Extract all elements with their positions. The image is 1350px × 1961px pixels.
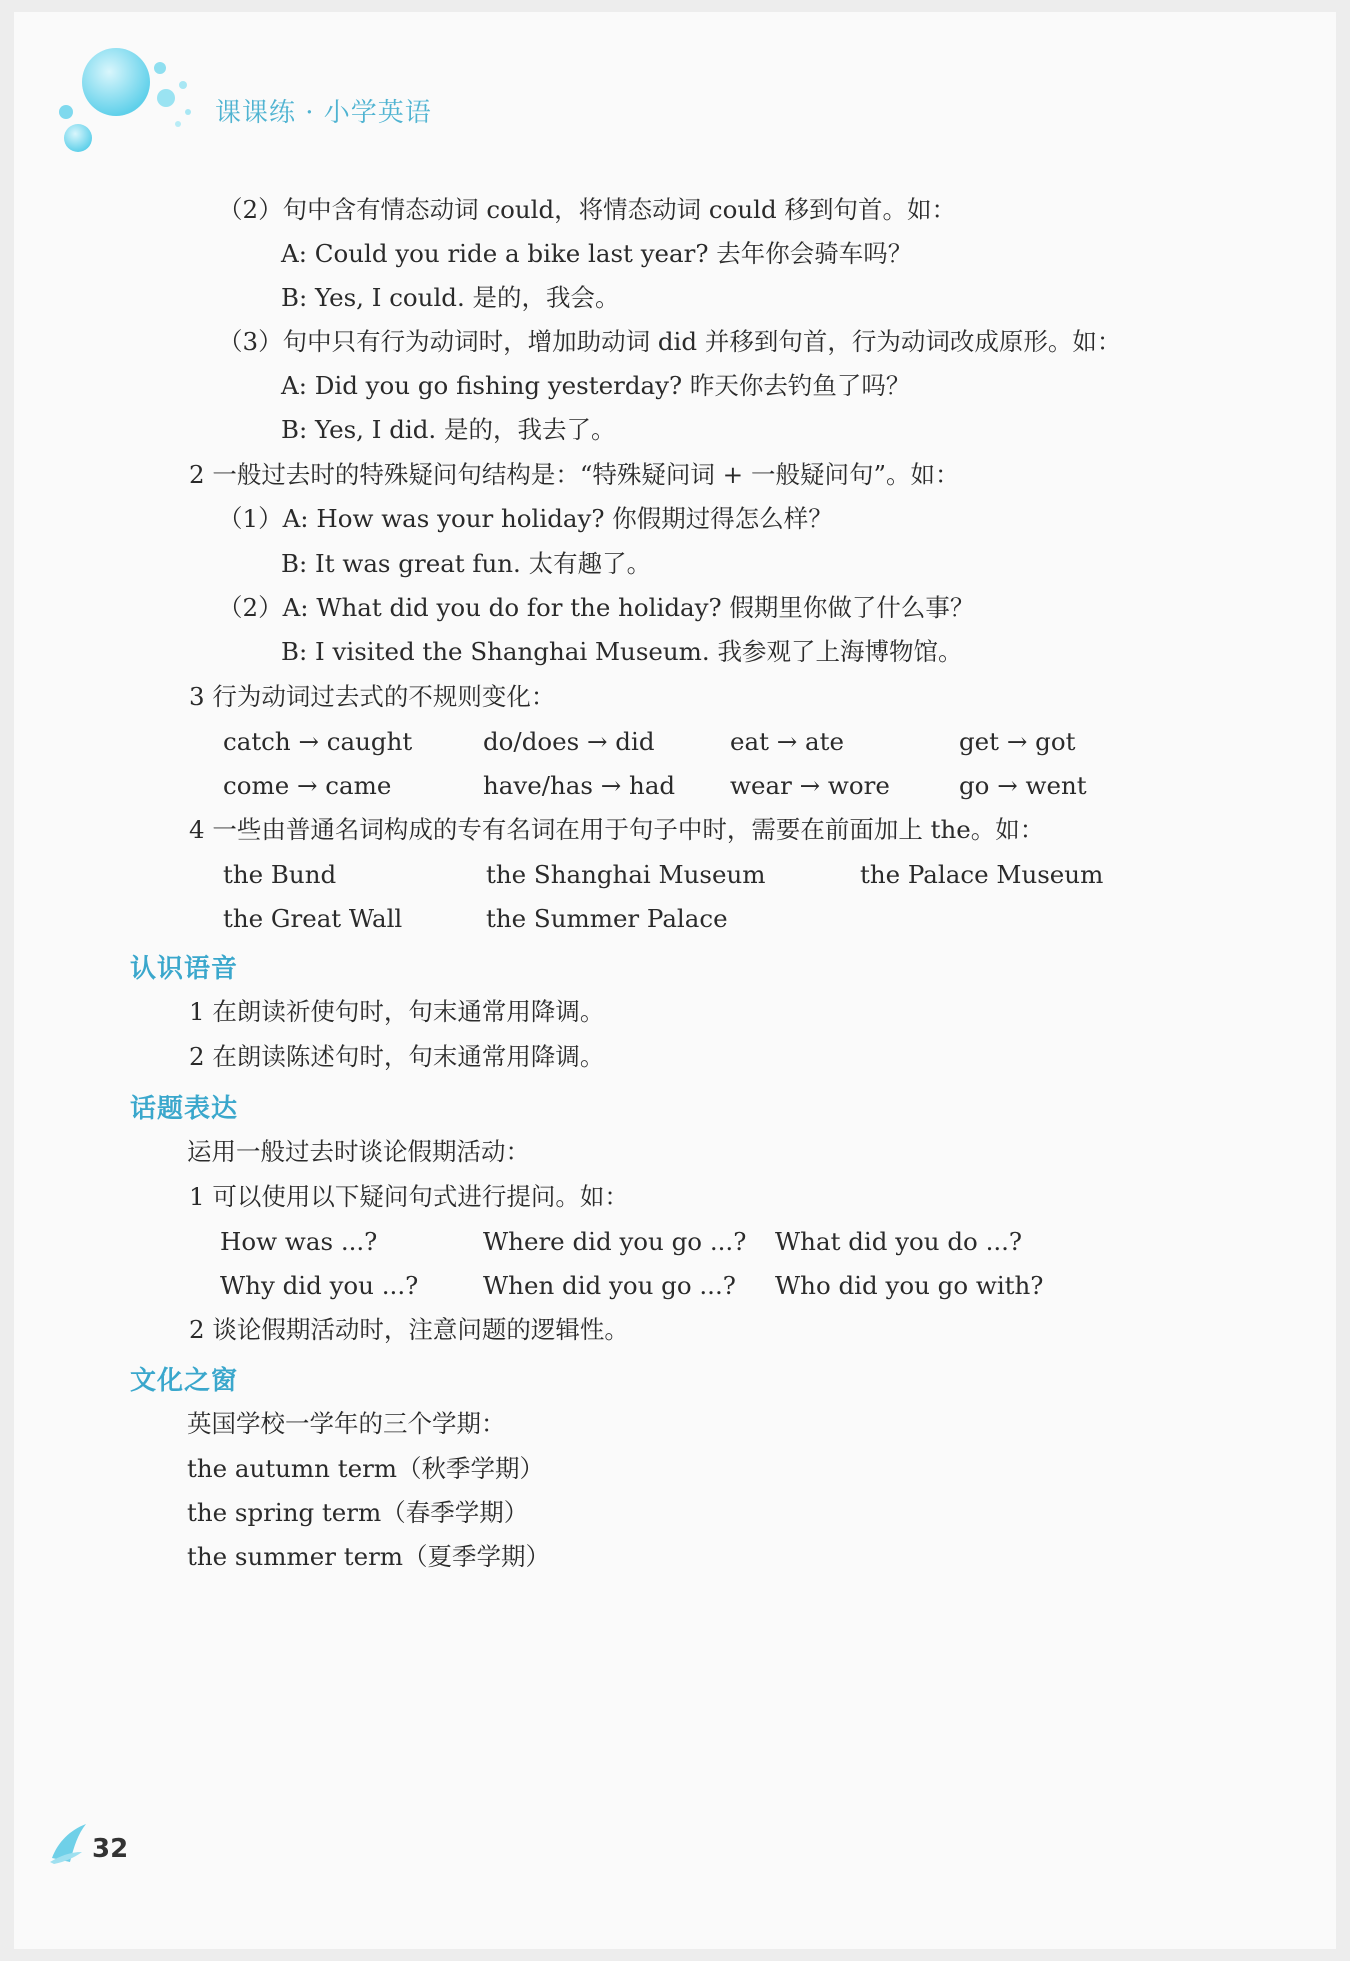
page-number: 32 <box>92 1834 129 1864</box>
place-cell: the Bund <box>223 860 337 889</box>
place-cell: the Great Wall <box>223 904 403 933</box>
grammar-line: （3）句中只有行为动词时，增加助动词 did 并移到句首，行为动词改成原形。如： <box>218 327 1122 356</box>
topic-line: 1 可以使用以下疑问句式进行提问。如： <box>189 1182 629 1211</box>
topic-line: 2 谈论假期活动时，注意问题的逻辑性。 <box>189 1315 629 1344</box>
culture-term: the spring term（春季学期） <box>187 1498 529 1527</box>
grammar-line: （2）句中含有情态动词 could，将情态动词 could 移到句首。如： <box>218 195 956 224</box>
culture-term: the summer term（夏季学期） <box>187 1542 551 1571</box>
place-cell: the Summer Palace <box>486 904 728 933</box>
verb-cell: do/does → did <box>483 727 655 756</box>
grammar-line: 2 一般过去时的特殊疑问句结构是：“特殊疑问词 + 一般疑问句”。如： <box>189 460 960 489</box>
verb-cell: come → came <box>223 771 392 800</box>
topic-line: 运用一般过去时谈论假期活动： <box>187 1137 530 1166</box>
grammar-line: A: Could you ride a bike last year? 去年你会骑车吗？ <box>281 239 913 268</box>
verb-cell: eat → ate <box>730 727 845 756</box>
grammar-line: 3 行为动词过去式的不规则变化： <box>189 682 556 711</box>
question-cell: Where did you go ...? <box>483 1227 747 1256</box>
grammar-line: B: It was great fun. 太有趣了。 <box>281 549 652 578</box>
grammar-line: B: Yes, I could. 是的，我会。 <box>281 283 620 312</box>
grammar-line: A: Did you go fishing yesterday? 昨天你去钓鱼了吗？ <box>281 371 911 400</box>
grammar-line: 4 一些由普通名词构成的专有名词在用于句子中时，需要在前面加上 the。如： <box>189 815 1045 844</box>
verb-cell: have/has → had <box>483 771 676 800</box>
verb-cell: wear → wore <box>730 771 890 800</box>
pron-item: 1 在朗读祈使句时，句末通常用降调。 <box>189 997 605 1026</box>
place-cell: the Palace Museum <box>860 860 1104 889</box>
question-cell: When did you go ...? <box>483 1271 736 1300</box>
question-cell: What did you do ...? <box>775 1227 1023 1256</box>
question-cell: Who did you go with? <box>775 1271 1044 1300</box>
grammar-line: B: Yes, I did. 是的，我去了。 <box>281 415 616 444</box>
verb-cell: catch → caught <box>223 727 413 756</box>
grammar-line: （2）A: What did you do for the holiday? 假期里你做了什么事？ <box>218 593 975 622</box>
place-cell: the Shanghai Museum <box>486 860 766 889</box>
bubbles-decoration <box>48 40 198 170</box>
pron-item: 2 在朗读陈述句时，句末通常用降调。 <box>189 1042 605 1071</box>
header-title: 课课练 · 小学英语 <box>215 98 432 128</box>
grammar-line: B: I visited the Shanghai Museum. 我参观了上海博物馆。 <box>281 637 963 666</box>
question-cell: How was ...? <box>220 1227 378 1256</box>
section-title-culture: 文化之窗 <box>130 1366 239 1396</box>
section-title-pronunciation: 认识语音 <box>130 954 239 984</box>
verb-cell: go → went <box>959 771 1087 800</box>
section-title-topic: 话题表达 <box>130 1094 239 1124</box>
question-cell: Why did you ...? <box>220 1271 419 1300</box>
leaf-icon <box>48 1822 90 1866</box>
grammar-line: （1）A: How was your holiday? 你假期过得怎么样？ <box>218 504 833 533</box>
verb-cell: get → got <box>959 727 1076 756</box>
culture-line: 英国学校一学年的三个学期： <box>187 1409 506 1438</box>
culture-term: the autumn term（秋季学期） <box>187 1454 545 1483</box>
